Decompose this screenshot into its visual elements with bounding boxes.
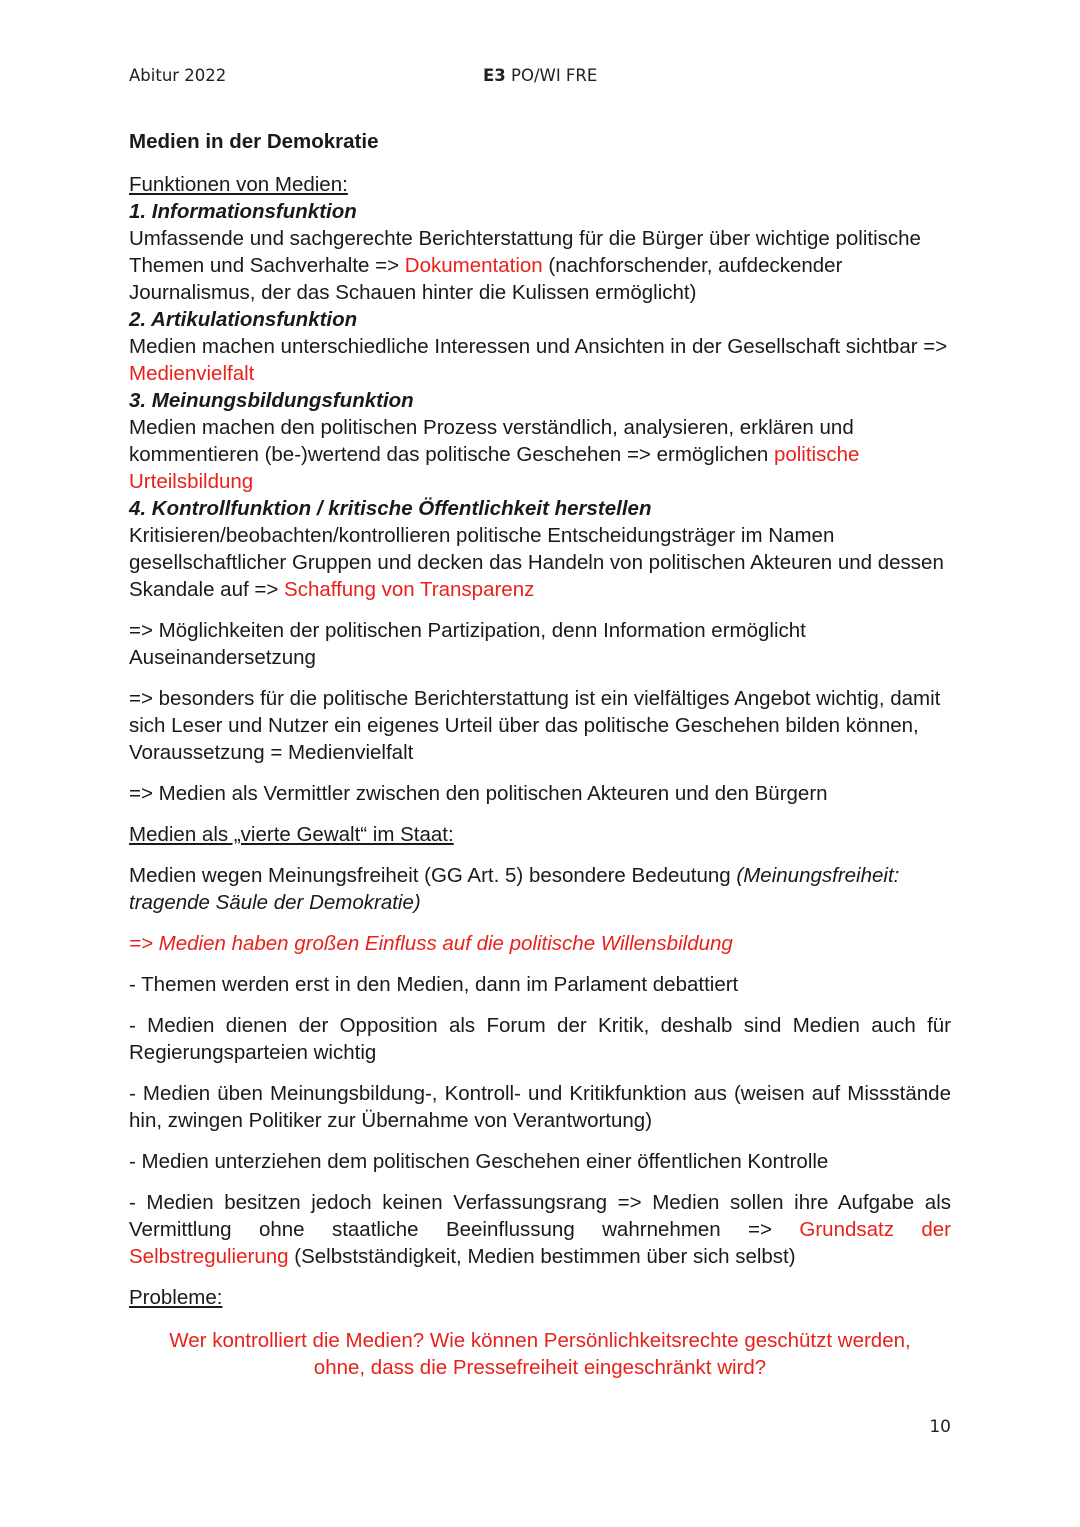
function-1-highlight: Dokumentation — [404, 254, 543, 277]
function-1-text: Umfassende und sachgerechte Berichterstattung für die Bürger über wichtige politische Themen und Sachverhalte => Dokumentation (nachforschender, aufdeckender Journalismus, der das Schauen hinter die Kulissen ermöglicht) — [129, 227, 921, 304]
problems-question — [129, 1327, 951, 1381]
function-4-highlight: Schaffung von Transparenz — [284, 578, 535, 601]
header-course-rest: PO/WI FRE — [505, 66, 598, 85]
influence-statement: => Medien haben großen Einfluss auf die politische Willensbildung — [129, 932, 733, 955]
fourth-power-note: (Meinungsfreiheit: tragende Säule der Demokratie) — [129, 864, 900, 914]
header-center — [483, 66, 597, 85]
bullet-2: - Medien dienen der Opposition als Forum der Kritik, deshalb sind Medien auch für Regierungsparteien wichtig — [129, 1014, 951, 1064]
function-3-text: Medien machen den politischen Prozess verständlich, analysieren, erklären und kommentieren (be-)wertend das politische Geschehen => ermöglichen politische Urteilsbildung — [129, 416, 860, 493]
problems-heading: Probleme: — [129, 1286, 223, 1309]
bullet-5-highlight: Grundsatz der Selbstregulierung — [129, 1218, 951, 1268]
main-content — [129, 128, 951, 1381]
conclusion-3: => Medien als Vermittler zwischen den politischen Akteuren und den Bürgern — [129, 782, 828, 805]
problems-line-1: Wer kontrolliert die Medien? Wie können Persönlichkeitsrechte geschützt werden, — [169, 1329, 911, 1352]
function-4-title: 4. Kontrollfunktion / kritische Öffentlichkeit herstellen — [129, 497, 652, 520]
function-1-title: 1. Informationsfunktion — [129, 200, 357, 223]
function-2-text: Medien machen unterschiedliche Interessen und Ansichten in der Gesellschaft sichtbar => Medienvielfalt — [129, 335, 948, 385]
conclusion-2: => besonders für die politische Berichterstattung ist ein vielfältiges Angebot wichtig, damit sich Leser und Nutzer ein eigenes Urteil über das politische Geschehen bilden können, Voraussetzung = Medienvielfalt — [129, 687, 941, 764]
bullet-1: - Themen werden erst in den Medien, dann im Parlament debattiert — [129, 973, 739, 996]
fourth-power-heading: Medien als „vierte Gewalt“ im Staat: — [129, 823, 454, 846]
function-2-highlight: Medienvielfalt — [129, 362, 255, 385]
page-header — [129, 66, 951, 88]
page-number: 10 — [929, 1417, 951, 1437]
function-4-text: Kritisieren/beobachten/kontrollieren politische Entscheidungsträger im Namen gesellschaftlicher Gruppen und decken das Handeln von politischen Akteuren und dessen Skandale auf => Schaffung von Transparenz — [129, 524, 944, 601]
functions-heading: Funktionen von Medien: — [129, 173, 348, 196]
conclusion-1: => Möglichkeiten der politischen Partizipation, denn Information ermöglicht Auseinandersetzung — [129, 619, 806, 669]
bullet-3: - Medien üben Meinungsbildung-, Kontroll- und Kritikfunktion aus (weisen auf Missstände hin, zwingen Politiker zur Übernahme von Verantwortung) — [129, 1082, 951, 1132]
header-course-code: E3 — [483, 66, 506, 85]
bullet-5: - Medien besitzen jedoch keinen Verfassungsrang => Medien sollen ihre Aufgabe als Vermittlung ohne staatliche Beeinflussung wahrnehmen => Grundsatz der Selbstregulierung (Selbstständigkeit, Medien bestimmen über sich selbst) — [129, 1191, 951, 1268]
fourth-power-intro: Medien wegen Meinungsfreiheit (GG Art. 5) besondere Bedeutung (Meinungsfreiheit: tragende Säule der Demokratie) — [129, 864, 900, 914]
function-2-title: 2. Artikulationsfunktion — [129, 308, 358, 331]
page-title: Medien in der Demokratie — [129, 130, 379, 153]
header-left: Abitur 2022 — [129, 66, 227, 85]
function-3-title: 3. Meinungsbildungsfunktion — [129, 389, 414, 412]
problems-line-2: ohne, dass die Pressefreiheit eingeschränkt wird? — [313, 1356, 767, 1379]
function-3-highlight: politische Urteilsbildung — [129, 443, 860, 493]
bullet-4: - Medien unterziehen dem politischen Geschehen einer öffentlichen Kontrolle — [129, 1150, 829, 1173]
